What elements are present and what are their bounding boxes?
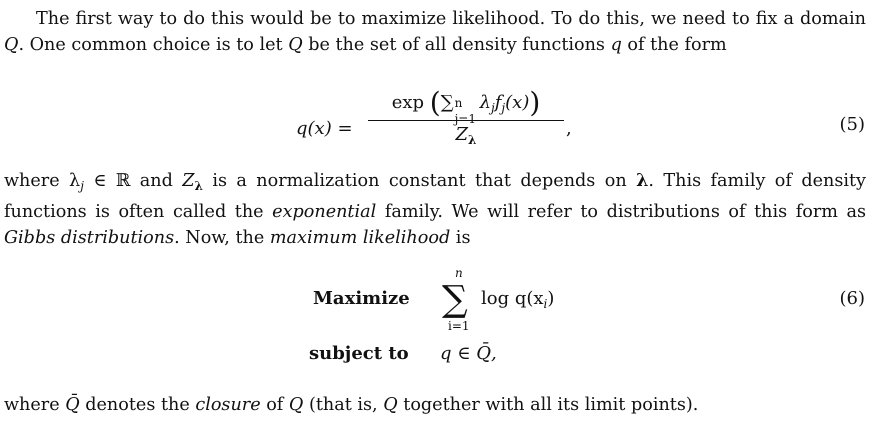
normalizer-subscript: λ: [194, 179, 203, 193]
term-maximum-likelihood: maximum likelihood: [269, 228, 451, 248]
equation-5-comma: ,: [566, 118, 572, 139]
normalizer-z: Z: [455, 124, 469, 146]
left-paren: (: [429, 86, 441, 119]
para3-text-1: where: [4, 395, 66, 415]
para2-text-6: . Now, the: [174, 228, 270, 248]
para2-text-5: family. We will refer to distributions of this form as: [376, 202, 867, 222]
domain-symbol-q: Q: [288, 395, 304, 415]
para1-text-4: of the form: [621, 35, 727, 55]
para2-text-4: . This family of density functions is often called the: [4, 171, 866, 222]
para3-text-5: together with all its limit points).: [397, 395, 699, 415]
function-argument: (x): [505, 92, 530, 113]
subject-to-keyword: subject to: [309, 343, 409, 364]
sum-lower-limit: i=1: [448, 319, 470, 333]
term-closure: closure: [195, 395, 261, 415]
objective-close: ): [547, 288, 555, 309]
term-gibbs-distributions: Gibbs distributions: [4, 228, 175, 248]
para3-text-3: of: [260, 395, 289, 415]
exp-function: exp: [391, 92, 425, 113]
para3-text-2: denotes the: [79, 395, 196, 415]
feature-subscript: j: [501, 101, 506, 115]
objective-subscript: i: [543, 297, 548, 311]
objective: [481, 288, 554, 311]
closure-symbol: Q̄: [65, 395, 80, 415]
para1-text-1: The first way to do this would be to maximize likelihood. To do this, we need to fix a domain: [36, 9, 866, 29]
term-exponential: exponential: [272, 202, 377, 222]
sum-upper-limit: n: [454, 96, 463, 110]
para1-text-3: be the set of all density functions: [302, 35, 611, 55]
para2-text-2: ∈ ℝ and: [83, 171, 183, 191]
para1-text-2: . One common choice is to let: [18, 35, 289, 55]
lambda-subscript: j: [491, 101, 495, 115]
para2-text-1: where λ: [4, 171, 81, 191]
sum-lower-limit: j=1: [454, 112, 476, 126]
normalizer-subscript: λ: [468, 133, 477, 148]
constraint: q ∈ Q̄,: [440, 343, 497, 364]
equation-5-lhs: q(x) =: [296, 118, 353, 139]
equation-6-number: (6): [839, 288, 865, 309]
sum-upper-limit: n: [455, 266, 463, 280]
equation-5-number: (5): [839, 114, 865, 135]
lambda-j-subscript: j: [80, 179, 84, 193]
domain-symbol-q: Q: [4, 35, 19, 55]
para3-text-4: (that is,: [303, 395, 384, 415]
feature-function: f: [494, 92, 502, 113]
summation-symbol: ∑: [440, 92, 454, 113]
objective-text: log q(x: [481, 288, 544, 309]
lambda-symbol: λ: [479, 92, 491, 113]
paragraph-closure: [4, 392, 866, 418]
summation-symbol: ∑: [442, 279, 468, 320]
para2-text-7: is: [450, 228, 471, 248]
domain-symbol-q: Q: [288, 35, 303, 55]
domain-symbol-q: Q: [383, 395, 398, 415]
lambda-vector: λ: [636, 170, 649, 191]
normalizer-z: Z: [182, 171, 195, 191]
para2-text-3: is a normalization constant that depends on: [202, 171, 637, 191]
right-paren: ): [529, 86, 541, 119]
maximize-keyword: Maximize: [313, 288, 410, 309]
density-symbol-q: q: [610, 35, 622, 55]
